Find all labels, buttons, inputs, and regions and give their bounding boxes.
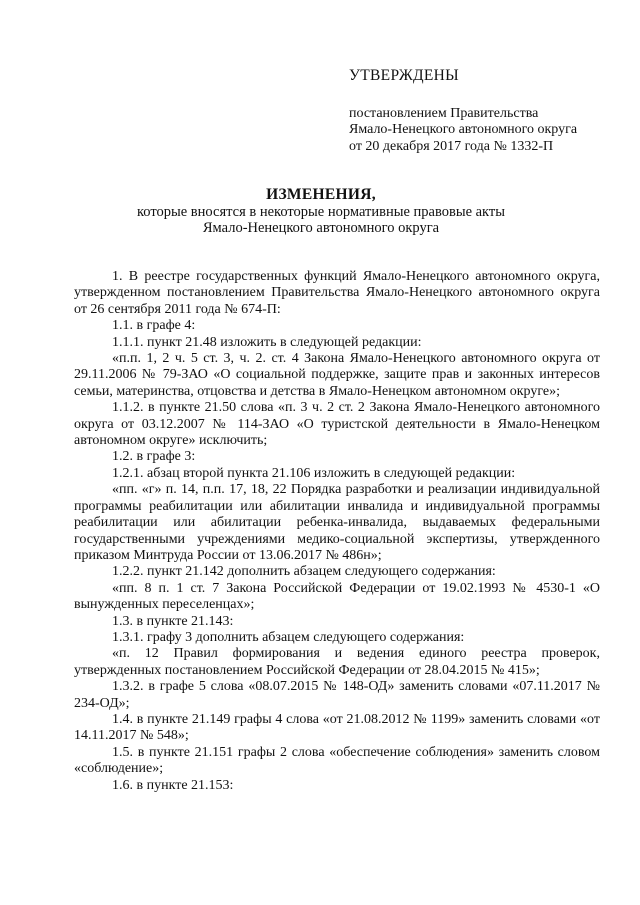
- paragraph: 1.1.2. в пункте 21.50 слова «п. 3 ч. 2 ст. 2 Закона Ямало-Ненецкого автономного округа от 03.12.2007 № 114-ЗАО «О туристской деятельности в Ямало-Ненецком автономном округе» исключить;: [74, 400, 600, 449]
- paragraph: 1. В реестре государственных функций Ямало-Ненецкого автономного округа, утвержденном постановлением Правительства Ямало-Ненецкого автономного округа от 26 сентября 2011 года № 674-П:: [74, 269, 600, 317]
- paragraph: «пп. «г» п. 14, п.п. 17, 18, 22 Порядка разработки и реализации индивидуальной программы реабилитации или абилитации инвалида и индивидуальной программы реабилитации или абилитации ребенка-инвалида, выдаваемых федеральными государственными учреждениями медико-социальной экспертизы, утвержденного приказом Минтруда России от 13.06.2017 № 486н»;: [74, 482, 600, 563]
- paragraph: 1.4. в пункте 21.149 графы 4 слова «от 21.08.2012 № 1199» заменить словами «от 14.11.2017 № 548»;: [74, 711, 600, 744]
- approval-line-3: от 20 декабря 2017 года № 1332-П: [349, 138, 554, 154]
- paragraph: «пп. 8 п. 1 ст. 7 Закона Российской Федерации от 19.02.1993 № 4530-1 «О вынужденных переселенцах»;: [74, 580, 600, 613]
- paragraph: 1.1. в графе 4:: [112, 318, 196, 334]
- paragraph: 1.3.1. графу 3 дополнить абзацем следующего содержания:: [112, 629, 465, 645]
- paragraph: 1.2. в графе 3:: [112, 449, 196, 465]
- paragraph: «п. 12 Правил формирования и ведения единого реестра проверок, утвержденных постановлением Российской Федерации от 28.04.2015 № 415»;: [74, 646, 600, 678]
- document-body: [74, 269, 600, 794]
- paragraph: 1.2.1. абзац второй пункта 21.106 изложить в следующей редакции:: [112, 465, 516, 481]
- approval-line-1: постановлением Правительства: [349, 105, 539, 121]
- paragraph: 1.3.2. в графе 5 слова «08.07.2015 № 148-ОД» заменить словами «07.11.2017 № 234-ОД»;: [74, 679, 600, 711]
- paragraph: 1.3. в пункте 21.143:: [112, 613, 234, 629]
- document-title: [60, 187, 582, 237]
- title-subtitle-line-1: которые вносятся в некоторые нормативные правовые акты: [136, 203, 505, 220]
- paragraph: «п.п. 1, 2 ч. 5 ст. 3, ч. 2. ст. 4 Закона Ямало-Ненецкого автономного округа от 29.11.2006 № 79-ЗАО «О социальной поддержке, защите прав и законных интересов семьи, материнства, отцовства и детства в Ямало-Ненецком автономном округе»;: [74, 351, 600, 399]
- approval-stamp-block: [349, 68, 619, 155]
- paragraph: 1.1.1. пункт 21.48 изложить в следующей редакции:: [112, 334, 422, 350]
- paragraph: 1.6. в пункте 21.153:: [112, 777, 234, 793]
- approved-label: УТВЕРЖДЕНЫ: [349, 67, 459, 84]
- paragraph: 1.2.2. пункт 21.142 дополнить абзацем следующего содержания:: [112, 564, 496, 580]
- approval-line-2: Ямало-Ненецкого автономного округа: [349, 122, 578, 137]
- title-heading: ИЗМЕНЕНИЯ,: [266, 186, 376, 203]
- title-subtitle-line-2: Ямало-Ненецкого автономного округа: [202, 220, 440, 236]
- paragraph: 1.5. в пункте 21.151 графы 2 слова «обеспечение соблюдения» заменить словом «соблюдение»;: [74, 744, 600, 777]
